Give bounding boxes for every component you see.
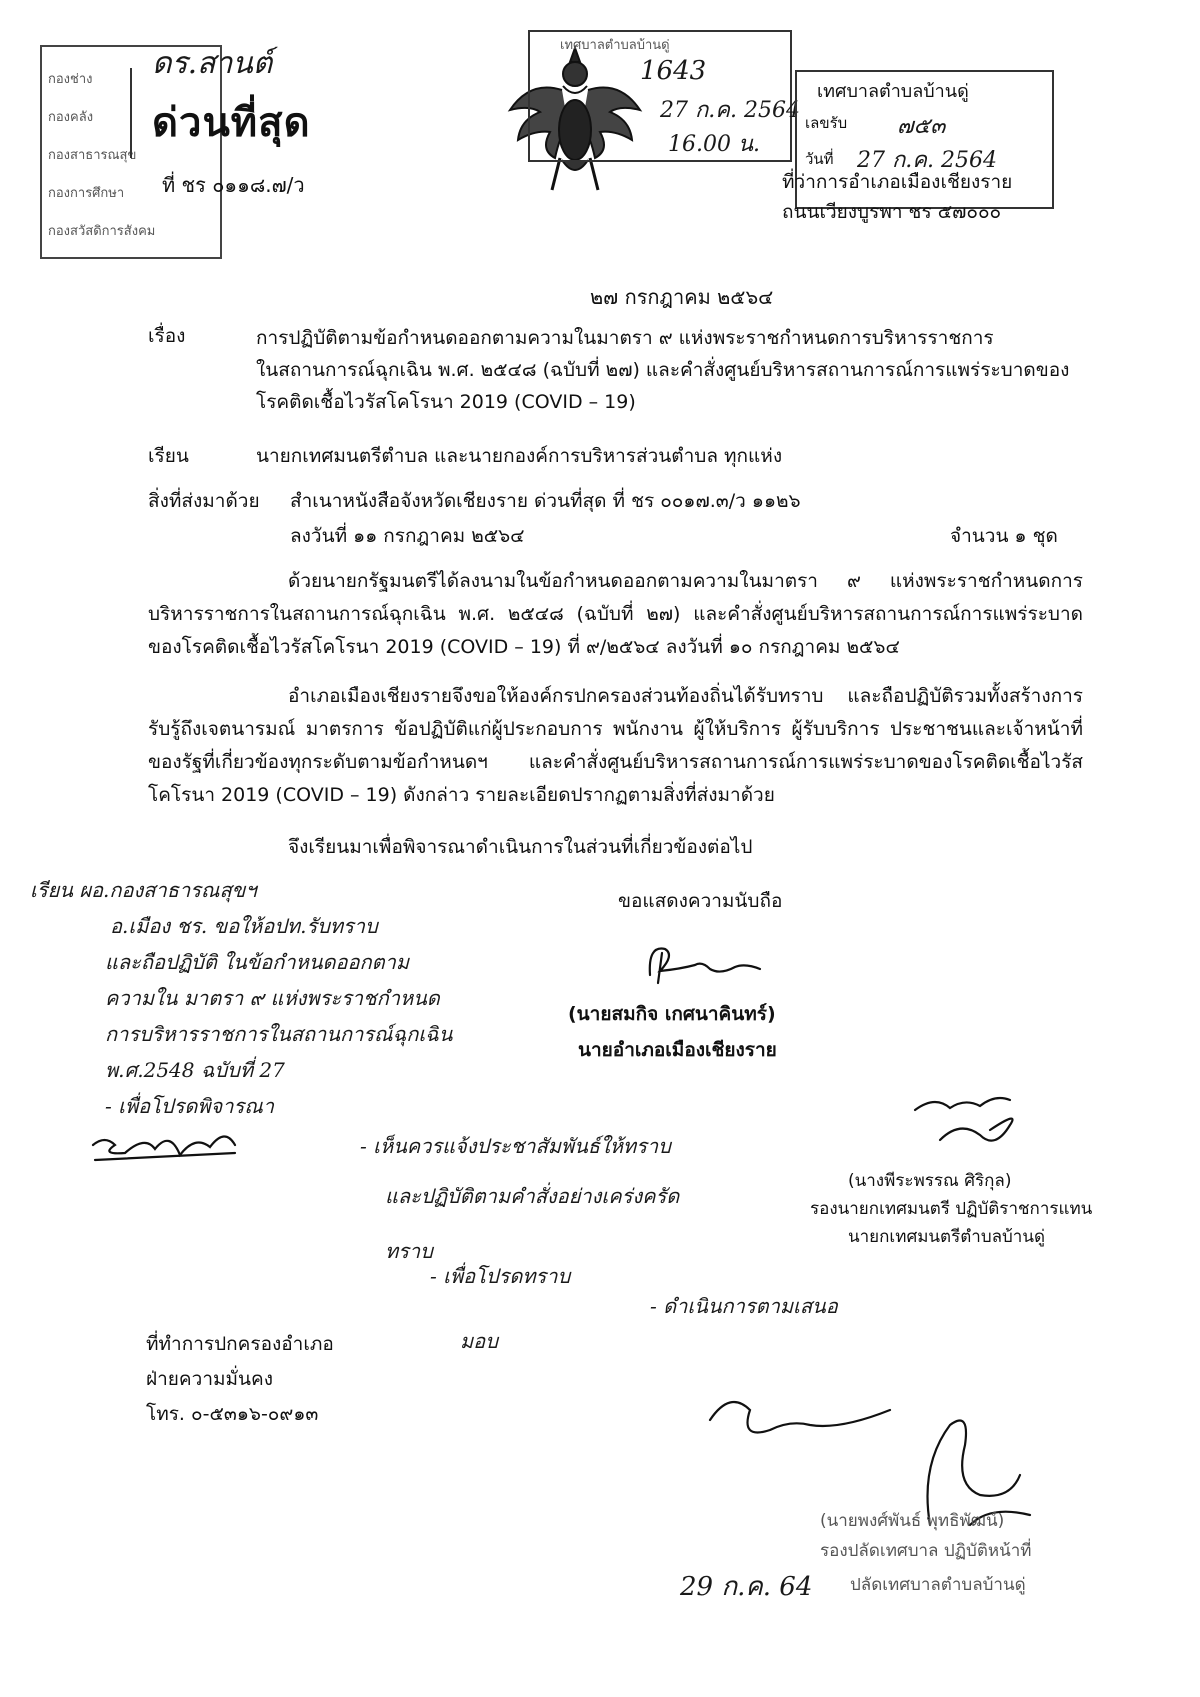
receive-stamp-center-date: 27 ก.ค. 2564 [660, 98, 800, 123]
stamp-handwritten-name: ดร.สานต์ [152, 46, 273, 81]
office-footer-line-1: ที่ทำการปกครองอำเภอ [146, 1333, 334, 1355]
enclosure-line-2: ลงวันที่ ๑๑ กรกฎาคม ๒๕๖๔ [290, 525, 525, 547]
subject-line: การปฏิบัติตามข้อกำหนดออกตามความในมาตรา ๙ แห่งพระราชกำหนดการบริหารราชการ [256, 327, 994, 349]
deputy-position-2: นายกเทศมนตรีตำบลบ้านดู่ [848, 1227, 1046, 1247]
reference-number: ที่ ชร ๐๑๑๘.๗/ว [162, 173, 305, 197]
to-label: เรียน [148, 445, 189, 467]
stamp-row: กองสาธารณสุข [48, 148, 137, 163]
district-chief-signature [640, 935, 770, 995]
note-right-line: และปฏิบัติตามคำสั่งอย่างเคร่งครัด [385, 1184, 680, 1208]
letter-date: ๒๗ กรกฎาคม ๒๕๖๔ [590, 285, 774, 309]
bottom-stamp-line-1: (นายพงศ์พันธ์ พุทธิพัฒน์) [820, 1511, 1005, 1531]
note-right-line: - ดำเนินการตามเสนอ [650, 1294, 838, 1318]
body-paragraph-2: อำเภอเมืองเชียงรายจึงขอให้องค์กรปกครองส่วนท้องถิ่นได้รับทราบ และถือปฏิบัติรวมทั้งสร้างการรับรู้ถึงเจตนารมณ์ มาตรการ ข้อปฏิบัติแก่ผู้ประกอบการ พนักงาน ผู้ให้บริการ ผู้รับบริการ ประชาชนและเจ้าหน้าที่ของรัฐที่เกี่ยวข้องทุกระดับตามข้อกำหนดฯ และคำสั่งศูนย์บริหารสถานการณ์การแพร่ระบาดของโรคติดเชื้อไวรัสโคโรนา 2019 (COVID – 19) ดังกล่าว รายละเอียดปรากฏตามสิ่งที่ส่งมาด้วย [148, 685, 1083, 806]
stamp-row: กองช่าง [48, 72, 93, 87]
note-line: - เพื่อโปรดพิจารณา [105, 1094, 274, 1118]
note-right-line: มอบ [460, 1329, 498, 1353]
subject-line: ในสถานการณ์ฉุกเฉิน พ.ศ. ๒๕๔๘ (ฉบับที่ ๒๗) และคำสั่งศูนย์บริหารสถานการณ์การแพร่ระบาดของ [256, 359, 1070, 381]
enclosure-count: จำนวน ๑ ชุด [950, 525, 1058, 547]
note-right-line: - เพื่อโปรดทราบ [430, 1264, 571, 1288]
bottom-stamp-date: 29 ก.ค. 64 [680, 1572, 813, 1602]
note-line: พ.ศ.2548 ฉบับที่ 27 [105, 1058, 285, 1082]
body-paragraph-1: ด้วยนายกรัฐมนตรีได้ลงนามในข้อกำหนดออกตามความในมาตรา ๙ แห่งพระราชกำหนดการบริหารราชการในสถานการณ์ฉุกเฉิน พ.ศ. ๒๕๔๘ (ฉบับที่ ๒๗) และคำสั่งศูนย์บริหารสถานการณ์การแพร่ระบาดของโรคติดเชื้อไวรัสโคโรนา 2019 (COVID – 19) ที่ ๙/๒๕๖๔ ลงวันที่ ๑๐ กรกฎาคม ๒๕๖๔ [148, 570, 1083, 658]
bottom-signature-1 [700, 1380, 900, 1460]
deputy-name: (นางพีระพรรณ ศิริกุล) [848, 1171, 1012, 1191]
enclosure-line-1: สำเนาหนังสือจังหวัดเชียงราย ด่วนที่สุด ที่ ชร ๐๐๑๗.๓/ว ๑๑๒๖ [290, 490, 801, 512]
sender-address-line-1: ที่ว่าการอำเภอเมืองเชียงราย [782, 171, 1013, 193]
handwritten-notes-left [30, 872, 500, 1124]
receive-stamp-center-time: 16.00 น. [668, 132, 761, 157]
subject-label: เรื่อง [148, 325, 186, 347]
note-line: ความใน มาตรา ๙ แห่งพระราชกำหนด [105, 986, 440, 1010]
regards: ขอแสดงความนับถือ [618, 890, 783, 912]
enclosure-label: สิ่งที่ส่งมาด้วย [148, 490, 260, 512]
note-line: เรียน ผอ.กองสาธารณสุขฯ [30, 878, 257, 902]
subject-line: โรคติดเชื้อไวรัสโคโรนา 2019 (COVID – 19) [256, 391, 636, 413]
note-line: อ.เมือง ชร. ขอให้อปท.รับทราบ [110, 914, 378, 938]
receive-stamp-center-title: เทศบาลตำบลบ้านดู่ [560, 38, 670, 53]
signer-name: (นายสมกิจ เกศนาคินทร์) [568, 1003, 776, 1025]
stamp-row: กองการศึกษา [48, 186, 125, 201]
stamp-row: กองคลัง [48, 110, 94, 125]
note-left-signature [85, 1115, 245, 1175]
deputy-position-1: รองนายกเทศมนตรี ปฏิบัติราชการแทน [810, 1199, 1093, 1219]
receive-stamp-right-date: 27 ก.ค. 2564 [857, 148, 997, 173]
bottom-stamp-line-2: รองปลัดเทศบาล ปฏิบัติหน้าที่ [820, 1541, 1032, 1561]
closing-request: จึงเรียนมาเพื่อพิจารณาดำเนินการในส่วนที่เกี่ยวข้องต่อไป [288, 836, 753, 858]
note-line: และถือปฏิบัติ ในข้อกำหนดออกตาม [105, 950, 410, 974]
deputy-signature [910, 1080, 1030, 1170]
signer-position: นายอำเภอเมืองเชียงราย [578, 1039, 777, 1061]
stamp-row: กองสวัสดิการสังคม [48, 224, 156, 239]
subject-lines [256, 322, 1086, 418]
office-footer-line-3: โทร. ๐-๕๓๑๖-๐๙๑๓ [146, 1403, 319, 1425]
office-footer-line-2: ฝ่ายความมั่นคง [146, 1368, 274, 1390]
receive-stamp-right-number: ๗๕๓ [897, 114, 946, 139]
note-right-line: - เห็นควรแจ้งประชาสัมพันธ์ให้ทราบ [360, 1134, 671, 1158]
to-text: นายกเทศมนตรีตำบล และนายกองค์การบริหารส่วนตำบล ทุกแห่ง [256, 445, 783, 467]
bottom-stamp-line-3: ปลัดเทศบาลตำบลบ้านดู่ [850, 1575, 1026, 1595]
note-right-line: ทราบ [385, 1239, 433, 1263]
receive-stamp-right-date-label: วันที่ [805, 150, 834, 168]
receive-stamp-right-number-label: เลขรับ [805, 114, 848, 132]
stamp-urgent-box [130, 46, 332, 158]
note-line: การบริหารราชการในสถานการณ์ฉุกเฉิน [105, 1022, 453, 1046]
sender-address-line-2: ถนนเวียงบูรพา ชร ๕๗๐๐๐ [782, 201, 1002, 223]
urgent-label: ด่วนที่สุด [152, 100, 311, 146]
receive-stamp-center [528, 30, 800, 162]
receive-stamp-center-number: 1643 [640, 56, 707, 86]
receive-stamp-right-title: เทศบาลตำบลบ้านดู่ [817, 81, 969, 102]
